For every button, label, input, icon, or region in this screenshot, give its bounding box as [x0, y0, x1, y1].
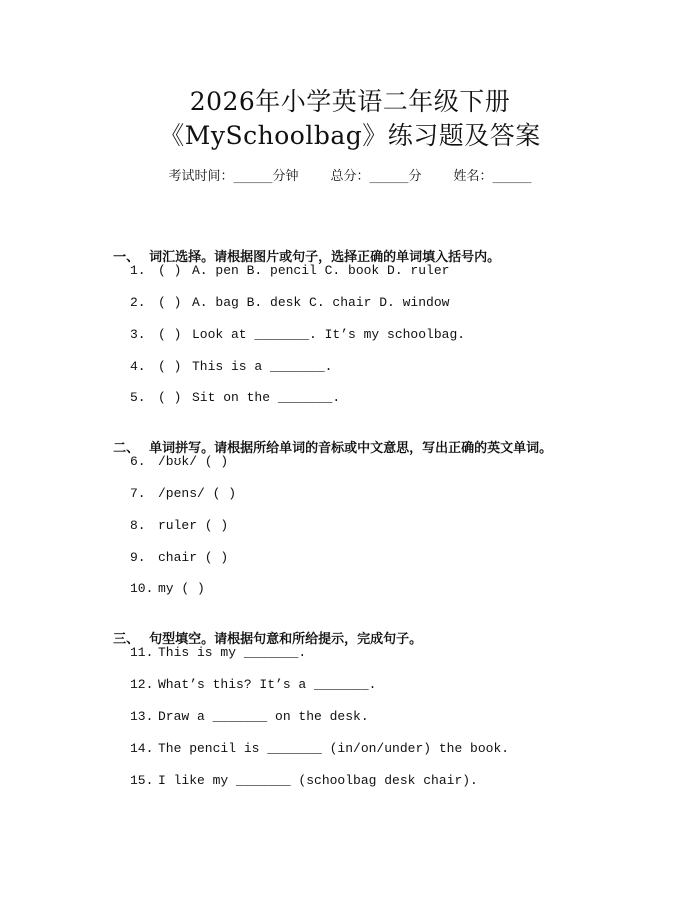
question-text: This is a _______.	[192, 359, 333, 374]
question-text: chair ( )	[158, 550, 229, 565]
answer-parentheses: ( )	[158, 359, 182, 374]
student-name-field: 姓名：______	[453, 169, 532, 184]
question-number: 12.	[130, 677, 154, 692]
page-title-line-1: 2026年小学英语二年级下册	[189, 87, 511, 116]
section-instruction: 单词拼写。请根据所给单词的音标或中文意思，写出正确的英文单词。	[149, 441, 553, 456]
question-number: 14.	[130, 741, 154, 756]
question-text: What’s this? It’s a _______.	[158, 677, 377, 692]
question-number: 3.	[130, 327, 146, 342]
question-text: Draw a _______ on the desk.	[158, 709, 369, 724]
question-number: 2.	[130, 295, 146, 310]
question-item	[130, 740, 509, 758]
question-item	[130, 485, 236, 503]
question-item	[130, 708, 369, 726]
question-item	[130, 772, 478, 790]
question-number: 4.	[130, 359, 146, 374]
question-text: A. bag B. desk C. chair D. window	[192, 295, 450, 310]
question-item	[130, 453, 228, 471]
question-number: 5.	[130, 390, 146, 405]
question-text: my ( )	[158, 581, 205, 596]
question-item	[130, 644, 306, 662]
question-number: 1.	[130, 263, 146, 278]
question-number: 10.	[130, 581, 154, 596]
question-number: 13.	[130, 709, 154, 724]
section-number: 二、	[113, 441, 140, 456]
question-text: This is my _______.	[158, 645, 307, 660]
exam-time-field: 考试时间：______分钟	[168, 169, 299, 184]
section-number: 三、	[113, 632, 140, 647]
section-instruction: 词汇选择。请根据图片或句子，选择正确的单词填入括号内。	[149, 250, 501, 265]
question-text: Sit on the _______.	[192, 390, 341, 405]
question-number: 9.	[130, 550, 146, 565]
question-text: ruler ( )	[158, 518, 229, 533]
section-number: 一、	[113, 250, 140, 265]
question-text: A. pen B. pencil C. book D. ruler	[192, 263, 450, 278]
question-text: I like my _______ (schoolbag desk chair).	[158, 773, 478, 788]
question-number: 15.	[130, 773, 154, 788]
question-text: /bʊk/ ( )	[158, 454, 229, 469]
answer-parentheses: ( )	[158, 295, 182, 310]
exam-info-row	[0, 168, 700, 186]
question-item	[130, 676, 376, 694]
question-item	[130, 294, 449, 312]
question-number: 8.	[130, 518, 146, 533]
question-number: 7.	[130, 486, 146, 501]
question-item	[130, 358, 332, 376]
question-number: 6.	[130, 454, 146, 469]
question-item	[130, 580, 205, 598]
question-text: Look at _______. It’s my schoolbag.	[192, 327, 466, 342]
answer-parentheses: ( )	[158, 390, 182, 405]
question-item	[130, 549, 228, 567]
question-item	[130, 262, 449, 280]
question-number: 11.	[130, 645, 154, 660]
question-item	[130, 389, 340, 407]
answer-parentheses: ( )	[158, 327, 182, 342]
section-instruction: 句型填空。请根据句意和所给提示，完成句子。	[149, 632, 423, 647]
page-title-line-2: 《MySchoolbag》练习题及答案	[159, 121, 541, 150]
answer-parentheses: ( )	[158, 263, 182, 278]
question-text: /pens/ ( )	[158, 486, 237, 501]
total-score-field: 总分：______分	[330, 169, 422, 184]
question-item	[130, 517, 228, 535]
question-item	[130, 326, 465, 344]
question-text: The pencil is _______ (in/on/under) the book.	[158, 741, 510, 756]
